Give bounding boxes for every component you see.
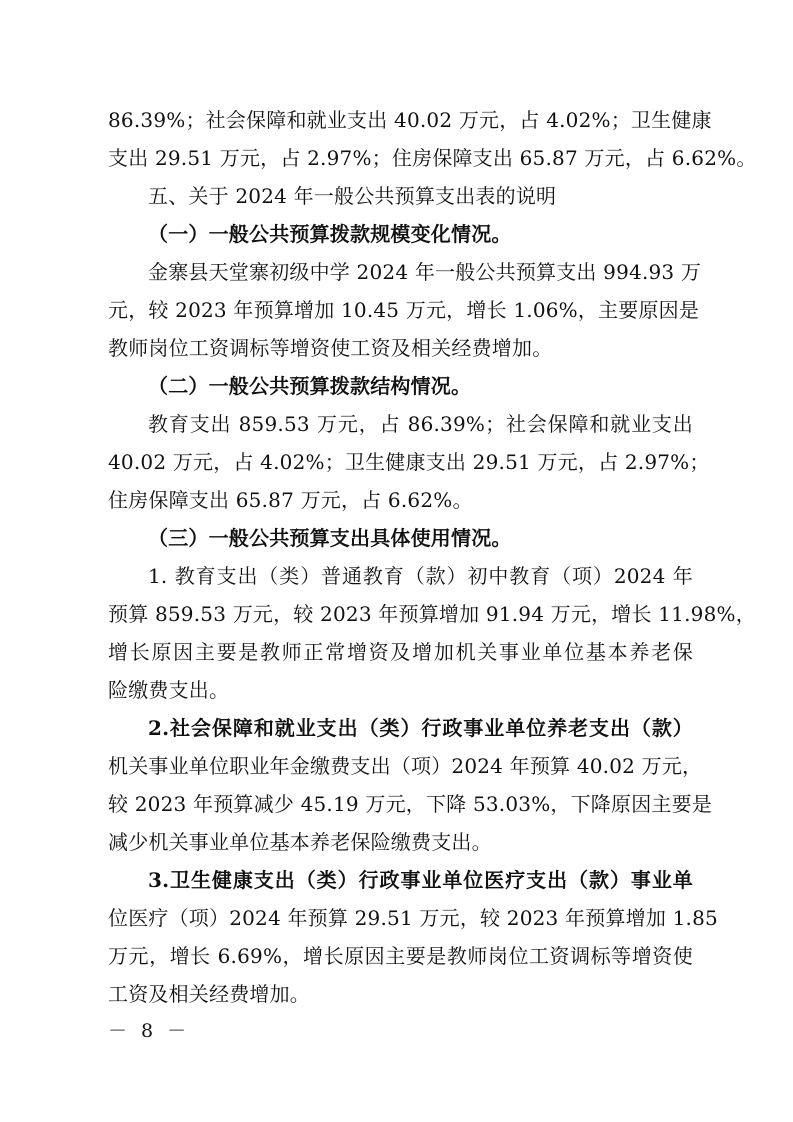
paragraph-line: 2.社会保障和就业支出（类）行政事业单位养老支出（款） bbox=[148, 716, 693, 740]
page-number: － 8 － bbox=[108, 1020, 191, 1042]
paragraph-line: 教育支出 859.53 万元，占 86.39%；社会保障和就业支出 bbox=[148, 412, 693, 436]
section-heading: 五、关于 2024 年一般公共预算支出表的说明 bbox=[148, 184, 557, 208]
paragraph-line: 教师岗位工资调标等增资使工资及相关经费增加。 bbox=[108, 336, 553, 360]
subsection-heading: （三）一般公共预算支出具体使用情况。 bbox=[148, 526, 512, 550]
paragraph-line: 86.39%；社会保障和就业支出 40.02 万元，占 4.02%；卫生健康 bbox=[108, 108, 712, 132]
paragraph-line: 预算 859.53 万元，较 2023 年预算增加 91.94 万元，增长 11.98%， bbox=[108, 602, 756, 626]
paragraph-line: 险缴费支出。 bbox=[108, 678, 230, 702]
paragraph-line: 40.02 万元，占 4.02%；卫生健康支出 29.51 万元，占 2.97%； bbox=[108, 450, 710, 474]
paragraph-line: 工资及相关经费增加。 bbox=[108, 982, 310, 1006]
paragraph-line: 1. 教育支出（类）普通教育（款）初中教育（项）2024 年 bbox=[148, 564, 693, 588]
paragraph-line: 机关事业单位职业年金缴费支出（项）2024 年预算 40.02 万元， bbox=[108, 754, 703, 778]
paragraph-line: 支出 29.51 万元，占 2.97%；住房保障支出 65.87 万元，占 6.62%。 bbox=[108, 146, 757, 170]
paragraph-line: 万元，增长 6.69%，增长原因主要是教师岗位工资调标等增资使 bbox=[108, 944, 693, 968]
paragraph-line: 较 2023 年预算减少 45.19 万元，下降 53.03%，下降原因主要是 bbox=[108, 792, 713, 816]
paragraph-line: 金寨县天堂寨初级中学 2024 年一般公共预算支出 994.93 万 bbox=[148, 260, 702, 284]
paragraph-line: 住房保障支出 65.87 万元，占 6.62%。 bbox=[108, 488, 473, 512]
subsection-heading: （一）一般公共预算拨款规模变化情况。 bbox=[148, 222, 512, 246]
subsection-heading: （二）一般公共预算拨款结构情况。 bbox=[148, 374, 472, 398]
paragraph-line: 增长原因主要是教师正常增资及增加机关事业单位基本养老保 bbox=[108, 640, 693, 664]
paragraph-line: 元，较 2023 年预算增加 10.45 万元，增长 1.06%，主要原因是 bbox=[108, 298, 700, 322]
paragraph-line: 3.卫生健康支出（类）行政事业单位医疗支出（款）事业单 bbox=[148, 868, 693, 892]
paragraph-line: 减少机关事业单位基本养老保险缴费支出。 bbox=[108, 830, 492, 854]
paragraph-line: 位医疗（项）2024 年预算 29.51 万元，较 2023 年预算增加 1.85 bbox=[108, 906, 718, 930]
